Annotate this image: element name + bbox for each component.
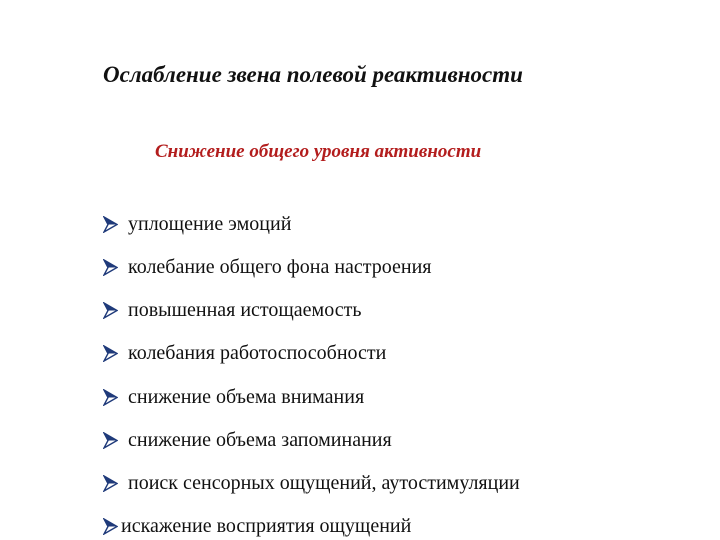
list-item-text: колебания работоспособности (128, 342, 387, 364)
list-item (103, 386, 364, 409)
list-item (103, 213, 291, 236)
list-item (103, 515, 411, 538)
arrow-head-icon (103, 302, 118, 319)
slide-subtitle: Снижение общего уровня активности (155, 141, 482, 162)
list-item (103, 429, 392, 452)
arrow-head-icon (103, 216, 118, 233)
slide-title: Ослабление звена полевой реактивности (103, 62, 523, 87)
list-item-text: снижение объема запоминания (128, 429, 392, 451)
list-item-text: искажение восприятия ощущений (121, 515, 412, 537)
list-item-text: снижение объема внимания (128, 386, 365, 408)
arrow-head-icon (103, 518, 118, 535)
arrow-head-icon (103, 432, 118, 449)
list-item (103, 299, 361, 322)
list-item-text: уплощение эмоций (128, 213, 292, 235)
list-item-text: колебание общего фона настроения (128, 256, 432, 278)
arrow-head-icon (103, 475, 118, 492)
list-item-text: поиск сенсорных ощущений, аутостимуляции (128, 472, 520, 494)
arrow-head-icon (103, 345, 118, 362)
arrow-head-icon (103, 389, 118, 406)
list-item (103, 342, 386, 365)
arrow-head-icon (103, 259, 118, 276)
list-item (103, 472, 520, 495)
list-item-text: повышенная истощаемость (128, 299, 362, 321)
list-item (103, 256, 432, 279)
